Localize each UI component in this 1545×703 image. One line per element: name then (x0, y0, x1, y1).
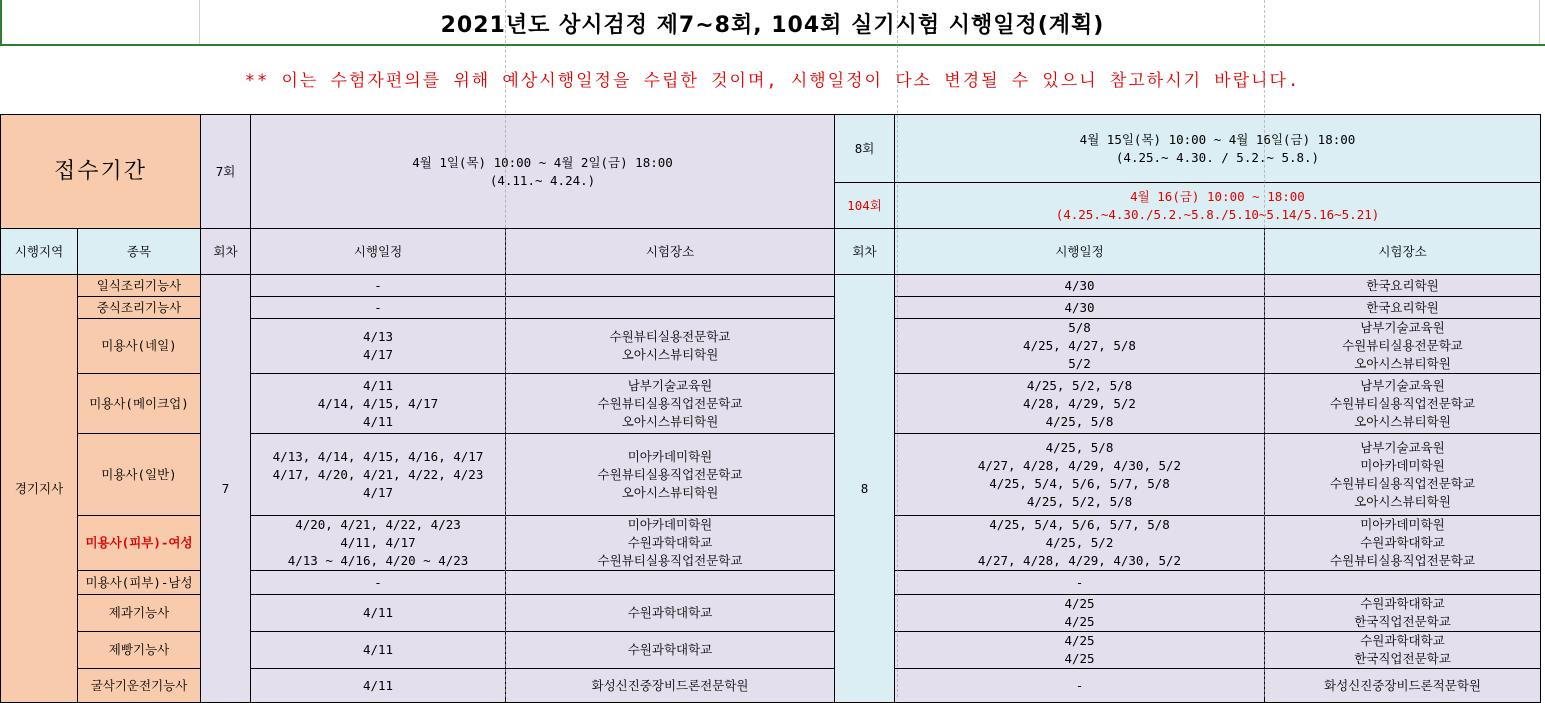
venue8-cell-line: 남부기술교육원 (1360, 320, 1445, 335)
subject-cell[interactable]: 미용사(일반) (78, 434, 201, 516)
round104-period-line2: (4.25.~4.30./5.2.~5.8./5.10~5.14/5.16~5.21) (1055, 206, 1380, 222)
venue7-cell-line: 수원뷰티실용직업전문학교 (597, 553, 743, 568)
notice-text: ** 이는 수험자편의를 위해 예상시행일정을 수립한 것이며, 시행일정이 다소 변경될 수 있으니 참고하시기 바랍니다. (244, 71, 1301, 91)
subject-cell[interactable]: 중식조리기능사 (78, 297, 201, 319)
venue7-cell-line: 오아시스뷰티학원 (621, 413, 719, 429)
venue7-cell-line: 오아시스뷰티학원 (621, 484, 719, 500)
venue7-cell[interactable] (506, 571, 835, 595)
schedule7-cell-line: 4/13 (362, 329, 394, 344)
venue8-cell-line: 남부기술교육원 (1360, 439, 1445, 455)
venue8-cell[interactable] (1265, 374, 1541, 434)
venue8-cell-line: 수원뷰티실용직업전문학교 (1330, 553, 1475, 568)
header-region[interactable]: 시행지역 (1, 229, 78, 275)
region-cell[interactable]: 경기지사 (1, 275, 78, 703)
schedule8-cell[interactable] (895, 571, 1265, 595)
subject-cell[interactable]: 제빵기능사 (78, 632, 201, 669)
schedule7-cell[interactable] (251, 669, 506, 703)
venue8-cell-line: 수원과학대학교 (1360, 596, 1445, 611)
round8-period[interactable] (895, 115, 1541, 183)
schedule8-cell[interactable] (895, 516, 1265, 571)
registration-label[interactable]: 접수기간 (1, 115, 201, 229)
venue8-cell-line: 한국직업전문학교 (1354, 651, 1451, 666)
schedule8-cell-line: 4/25, 5/2, 5/8 (1026, 377, 1133, 393)
venue7-cell-line: 오아시스뷰티학원 (621, 347, 719, 362)
schedule7-cell-line: 4/17 (362, 347, 394, 362)
sheet-title: 2021년도 상시검정 제7~8회, 104회 실기시험 시행일정(계획) (440, 13, 1105, 38)
venue7-cell[interactable] (506, 297, 835, 319)
venue8-cell-line: 한국직업전문학교 (1354, 614, 1451, 629)
venue8-cell-line: 화성신진중장비드론적문학원 (1324, 677, 1481, 693)
venue8-cell[interactable] (1265, 632, 1541, 669)
schedule7-cell-line: 4/11 (362, 413, 394, 429)
venue8-cell-line: 미아카데미학원 (1360, 517, 1445, 532)
schedule7-cell-line: 4/11 (362, 677, 394, 693)
schedule8-cell-line: 4/25 (1064, 614, 1095, 629)
schedule8-cell[interactable] (895, 275, 1265, 297)
subject-cell[interactable]: 굴삭기운전기능사 (78, 669, 201, 703)
header-schedule-8[interactable]: 시행일정 (895, 229, 1265, 275)
round7-cell[interactable]: 7 (201, 275, 251, 703)
schedule8-cell[interactable] (895, 434, 1265, 516)
schedule7-cell-line: 4/11, 4/17 (340, 535, 416, 550)
schedule7-cell-line: 4/13, 4/14, 4/15, 4/16, 4/17 (272, 448, 484, 464)
schedule-table (0, 114, 1541, 703)
venue8-cell-line: 수원뷰티실용직업전문학교 (1330, 475, 1475, 491)
venue7-cell-line: 수원과학대학교 (627, 605, 713, 620)
venue8-cell[interactable] (1265, 516, 1541, 571)
schedule8-cell-line: 4/25 (1064, 633, 1095, 648)
subject-cell[interactable]: 제과기능사 (78, 595, 201, 632)
venue8-cell[interactable] (1265, 297, 1541, 319)
round8-period-line2: (4.25.~ 4.30. / 5.2.~ 5.8.) (1115, 149, 1320, 165)
schedule7-cell-line: 4/11 (362, 642, 394, 657)
schedule8-cell-line: 4/27, 4/28, 4/29, 4/30, 5/2 (977, 457, 1182, 473)
schedule8-cell-line: 4/25, 4/27, 5/8 (1023, 338, 1136, 353)
venue7-cell[interactable] (506, 275, 835, 297)
schedule7-cell[interactable] (251, 516, 506, 571)
venue7-cell-line: 수원뷰티실용직업전문학교 (597, 395, 743, 411)
schedule8-cell[interactable] (895, 595, 1265, 632)
schedule8-cell-line: 4/25, 5/2, 5/8 (1026, 493, 1133, 509)
schedule7-cell-line: 4/17, 4/20, 4/21, 4/22, 4/23 (272, 466, 484, 482)
schedule7-cell-line: 4/14, 4/15, 4/17 (317, 395, 439, 411)
venue8-cell-line: 오아시스뷰티학원 (1354, 356, 1451, 371)
schedule8-cell-line: 4/28, 4/29, 5/2 (1023, 395, 1136, 411)
header-round-7[interactable]: 회차 (201, 229, 251, 275)
schedule8-cell[interactable] (895, 669, 1265, 703)
venue8-cell-line: 남부기술교육원 (1360, 377, 1445, 393)
schedule7-cell-line: 4/20, 4/21, 4/22, 4/23 (295, 517, 461, 532)
schedule7-cell[interactable] (251, 297, 506, 319)
schedule7-cell-line: - (374, 277, 382, 293)
schedule7-cell-line: 4/11 (362, 605, 394, 620)
schedule7-cell-line: 4/17 (362, 484, 394, 500)
venue8-cell-line: 수원과학대학교 (1360, 633, 1445, 648)
schedule7-cell[interactable] (251, 374, 506, 434)
schedule8-cell-line: 5/8 (1068, 320, 1091, 335)
venue7-cell[interactable] (506, 669, 835, 703)
venue8-cell-line: 한국요리학원 (1366, 299, 1439, 315)
venue7-cell-line: 화성신진중장비드론전문학원 (591, 677, 749, 693)
venue8-cell[interactable] (1265, 669, 1541, 703)
header-venue-8[interactable]: 시험장소 (1265, 229, 1541, 275)
venue8-cell-line: 오아시스뷰티학원 (1354, 413, 1451, 429)
venue7-cell-line: 수원뷰티실용직업전문학교 (597, 466, 743, 482)
venue7-cell-line: 미아카데미학원 (627, 517, 713, 532)
header-round-8[interactable]: 회차 (835, 229, 895, 275)
round7-period-line1: 4월 1일(목) 10:00 ~ 4월 2일(금) 18:00 (412, 154, 673, 170)
venue8-cell[interactable] (1265, 275, 1541, 297)
venue8-cell-line: 한국요리학원 (1366, 277, 1439, 293)
venue7-cell-line: 수원뷰티실용전문학교 (609, 329, 731, 344)
venue7-cell[interactable] (506, 595, 835, 632)
venue8-cell[interactable] (1265, 595, 1541, 632)
schedule8-cell-line: 4/25 (1064, 651, 1095, 666)
round7-period-line2: (4.11.~ 4.24.) (489, 172, 596, 188)
schedule8-cell-line: 4/30 (1064, 277, 1095, 293)
schedule8-cell-line: 4/27, 4/28, 4/29, 4/30, 5/2 (977, 553, 1182, 568)
subject-cell[interactable]: 미용사(메이크업) (78, 374, 201, 434)
round8-cell[interactable]: 8 (835, 275, 895, 703)
schedule8-cell-line: - (1075, 574, 1084, 590)
venue8-cell-line: 수원뷰티실용직업전문학교 (1330, 395, 1475, 411)
schedule7-cell-line: - (374, 574, 382, 590)
venue7-cell-line: 수원과학대학교 (627, 535, 713, 550)
schedule8-cell-line: 4/25, 5/8 (1045, 413, 1114, 429)
schedule7-cell-line: 4/13 ~ 4/16, 4/20 ~ 4/23 (287, 553, 469, 568)
round104-label[interactable]: 104회 (835, 183, 895, 229)
round8-label[interactable]: 8회 (835, 115, 895, 183)
venue7-cell-line: 남부기술교육원 (627, 377, 713, 393)
schedule8-cell-line: 4/25, 5/4, 5/6, 5/7, 5/8 (989, 475, 1170, 491)
venue7-cell-line: 수원과학대학교 (627, 642, 713, 657)
schedule7-cell-line: 4/11 (362, 377, 394, 393)
schedule8-cell-line: 4/30 (1064, 299, 1095, 315)
schedule8-cell-line: 4/25, 5/2 (1045, 535, 1114, 550)
subject-cell[interactable]: 미용사(네일) (78, 319, 201, 374)
schedule8-cell[interactable] (895, 319, 1265, 374)
round7-period[interactable] (251, 115, 835, 229)
schedule8-cell-line: 5/2 (1068, 356, 1091, 371)
schedule7-cell[interactable] (251, 571, 506, 595)
round8-period-line1: 4월 15일(목) 10:00 ~ 4월 16일(금) 18:00 (1079, 131, 1356, 147)
round104-period-line1: 4월 16(금) 10:00 ~ 18:00 (1130, 188, 1305, 204)
schedule8-cell-line: - (1075, 677, 1084, 693)
venue8-cell[interactable] (1265, 319, 1541, 374)
schedule8-cell-line: 4/25, 5/8 (1045, 439, 1114, 455)
venue7-cell[interactable] (506, 434, 835, 516)
venue7-cell-line: 미아카데미학원 (627, 448, 713, 464)
schedule8-cell[interactable] (895, 374, 1265, 434)
schedule8-cell[interactable] (895, 632, 1265, 669)
subject-cell[interactable]: 미용사(피부)-남성 (78, 571, 201, 595)
header-venue-7[interactable]: 시험장소 (506, 229, 835, 275)
venue7-cell[interactable] (506, 516, 835, 571)
venue8-cell-line: 수원뷰티실용전문학교 (1342, 338, 1463, 353)
header-schedule-7[interactable]: 시행일정 (251, 229, 506, 275)
schedule7-cell[interactable] (251, 275, 506, 297)
schedule7-cell[interactable] (251, 595, 506, 632)
round104-period[interactable] (895, 183, 1541, 229)
subject-cell[interactable]: 일식조리기능사 (78, 275, 201, 297)
title-row (0, 0, 1545, 46)
venue7-cell[interactable] (506, 374, 835, 434)
schedule7-cell[interactable] (251, 319, 506, 374)
venue8-cell[interactable] (1265, 571, 1541, 595)
header-subject[interactable]: 종목 (78, 229, 201, 275)
schedule7-cell[interactable] (251, 632, 506, 669)
venue8-cell-line: 미아카데미학원 (1360, 457, 1445, 473)
round7-label[interactable]: 7회 (201, 115, 251, 229)
venue8-cell-line: 수원과학대학교 (1360, 535, 1445, 550)
venue8-cell[interactable] (1265, 434, 1541, 516)
schedule8-cell[interactable] (895, 297, 1265, 319)
subject-cell[interactable]: 미용사(피부)-여성 (78, 516, 201, 571)
schedule7-cell[interactable] (251, 434, 506, 516)
table-row (1, 275, 1541, 297)
schedule8-cell-line: 4/25 (1064, 596, 1095, 611)
venue7-cell[interactable] (506, 632, 835, 669)
venue8-cell-line: 오아시스뷰티학원 (1354, 493, 1451, 509)
schedule7-cell-line: - (374, 299, 382, 315)
schedule8-cell-line: 4/25, 5/4, 5/6, 5/7, 5/8 (989, 517, 1170, 532)
venue7-cell[interactable] (506, 319, 835, 374)
